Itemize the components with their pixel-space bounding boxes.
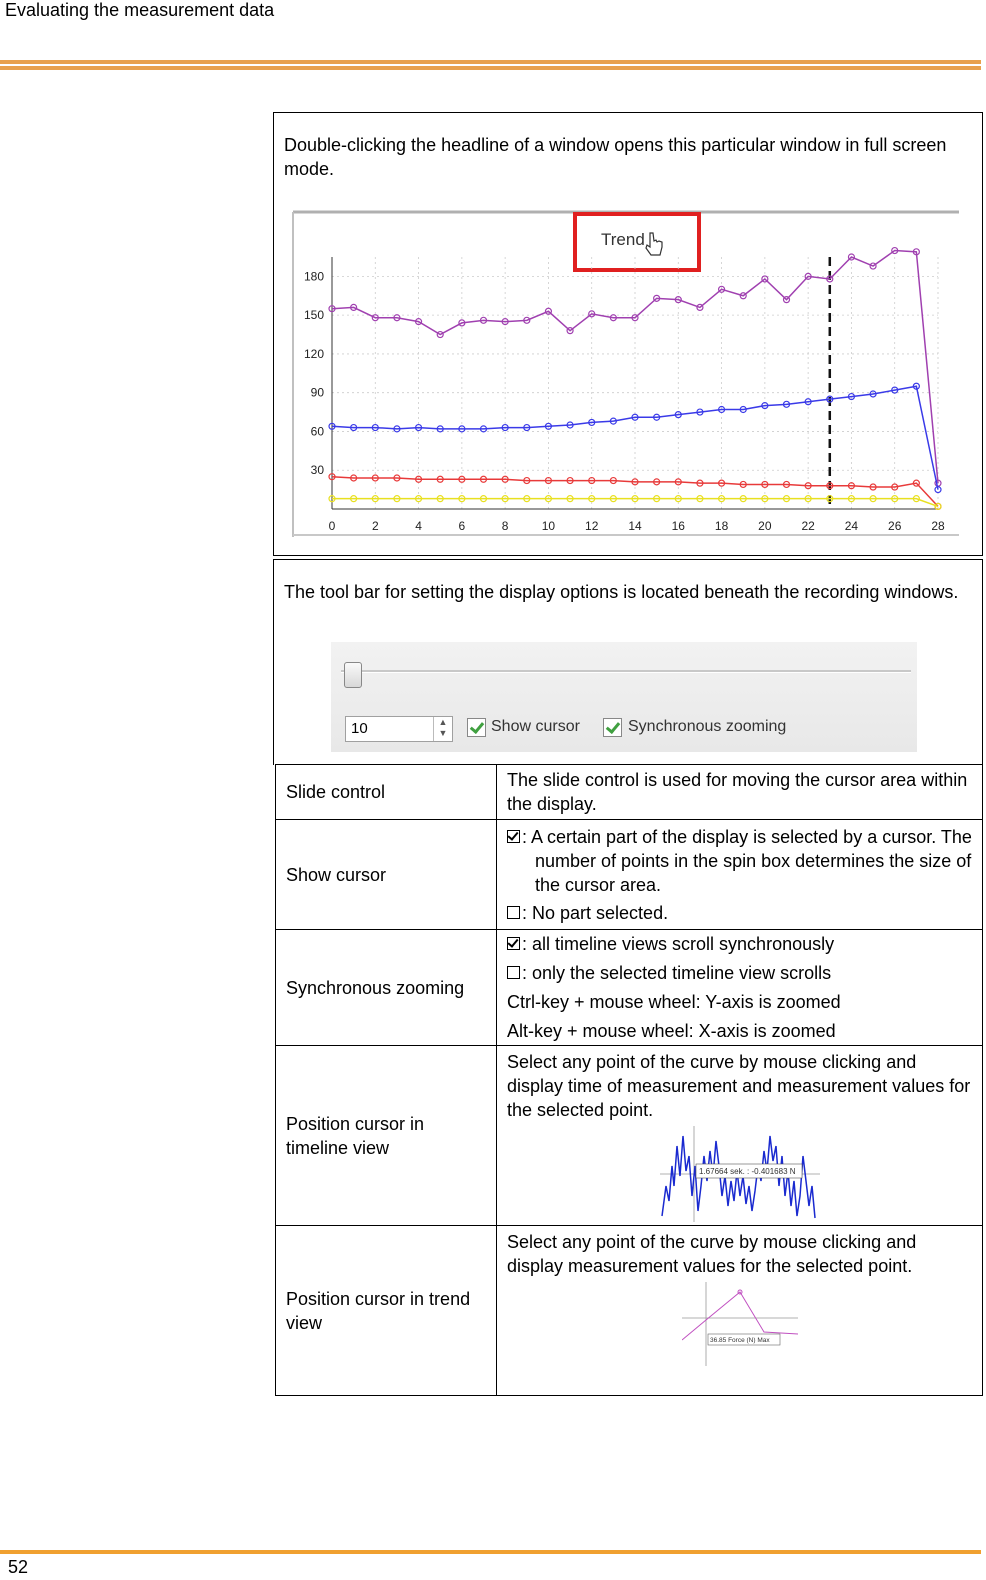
- pos-trend-desc: Select any point of the curve by mouse clicking and display measurement values for the selected point.: [507, 1232, 917, 1276]
- options-table: [275, 764, 983, 1396]
- header-rule-2: [0, 66, 981, 70]
- y-tick-label: 60: [310, 424, 324, 439]
- show-cursor-unchecked-text: : No part selected.: [522, 902, 669, 923]
- timeline-readout: 1.67664 sek. : -0.401683 N: [698, 1167, 796, 1176]
- sync-zoom-row-label: Synchronous zooming: [276, 930, 497, 1046]
- sync-zoom-checkbox[interactable]: [603, 718, 622, 737]
- toolbar-text: The tool bar for setting the display options is located beneath the recording windows.: [284, 582, 959, 602]
- footer-rule: [0, 1550, 981, 1554]
- x-tick-label: 28: [931, 519, 945, 533]
- timeline-thumbnail: [660, 1126, 820, 1222]
- cursor-size-spinbox[interactable]: [345, 716, 453, 742]
- table-row: [276, 1226, 983, 1396]
- spin-arrows-icon[interactable]: ▲ ▼: [433, 717, 452, 741]
- pos-trend-cell: [497, 1226, 983, 1396]
- sync-checked-text: : all timeline views scroll synchronously: [522, 934, 835, 954]
- pos-timeline-desc: Select any point of the curve by mouse clicking and display time of measurement and measurement values for the selected point.: [507, 1052, 971, 1120]
- pos-trend-label: Position cursor in trend view: [276, 1226, 497, 1396]
- x-tick-label: 10: [541, 519, 556, 533]
- table-row: [276, 1046, 983, 1226]
- spin-value: 10: [351, 720, 368, 737]
- trend-title[interactable]: Trend: [601, 230, 645, 249]
- x-tick-label: 6: [458, 519, 466, 533]
- trend-readout: 36.85 Force (N) Max: [709, 1337, 770, 1344]
- x-tick-label: 4: [415, 519, 422, 533]
- page-header: Evaluating the measurement data: [5, 0, 275, 20]
- x-tick-label: 0: [328, 519, 336, 533]
- slide-control-desc: The slide control is used for moving the cursor area within the display.: [497, 765, 983, 820]
- x-tick-label: 18: [714, 519, 729, 533]
- y-tick-label: 180: [303, 269, 324, 284]
- alt-zoom-text: Alt-key + mouse wheel: X-axis is zoomed: [507, 1021, 836, 1041]
- x-tick-label: 2: [371, 519, 379, 533]
- x-tick-label: 22: [801, 519, 815, 533]
- x-tick-label: 20: [758, 519, 772, 533]
- show-cursor-row-label: Show cursor: [276, 820, 497, 930]
- unchecked-box-icon: [507, 906, 520, 919]
- ctrl-zoom-text: Ctrl-key + mouse wheel: Y-axis is zoomed: [507, 992, 841, 1012]
- x-tick-label: 8: [501, 519, 509, 533]
- x-tick-label: 16: [671, 519, 685, 533]
- trend-thumbnail: [682, 1282, 798, 1366]
- pos-timeline-cell: [497, 1046, 983, 1226]
- table-row: [276, 930, 983, 1046]
- x-tick-label: 26: [888, 519, 902, 533]
- checked-box-icon: [507, 830, 520, 843]
- show-cursor-checked-text: : A certain part of the display is selected by a cursor. The number of points in the spin box determines the size of the cursor area.: [522, 826, 972, 895]
- x-tick-label: 24: [844, 519, 859, 533]
- show-cursor-label: Show cursor: [491, 718, 580, 735]
- trend-chart: [291, 209, 959, 539]
- sync-zoom-label: Synchronous zooming: [628, 718, 787, 735]
- table-row: [276, 820, 983, 930]
- y-tick-label: 150: [303, 308, 324, 323]
- slide-control-label: Slide control: [276, 765, 497, 820]
- checked-box-icon: [507, 937, 520, 950]
- show-cursor-checkbox[interactable]: [467, 718, 486, 737]
- toolbar-section: [273, 559, 983, 765]
- page-number: 52: [8, 1557, 29, 1577]
- fullscreen-section: [273, 112, 983, 556]
- sync-unchecked-text: : only the selected timeline view scrolls: [522, 963, 832, 983]
- fullscreen-text: Double-clicking the headline of a window opens this particular window in full screen mode.: [284, 135, 947, 179]
- header-rule: [0, 60, 981, 64]
- y-tick-label: 90: [310, 385, 324, 400]
- slider-handle[interactable]: [344, 662, 362, 688]
- x-tick-label: 14: [628, 519, 642, 533]
- slider-track: [341, 670, 911, 673]
- pos-timeline-label: Position cursor in timeline view: [276, 1046, 497, 1226]
- y-tick-label: 30: [310, 463, 324, 478]
- y-tick-label: 120: [303, 346, 324, 361]
- unchecked-box-icon: [507, 966, 520, 979]
- table-row: [276, 765, 983, 820]
- show-cursor-row-desc: [497, 820, 983, 930]
- toolbar-image: [331, 642, 917, 752]
- x-tick-label: 12: [585, 519, 599, 533]
- sync-zoom-row-desc: [497, 930, 983, 1046]
